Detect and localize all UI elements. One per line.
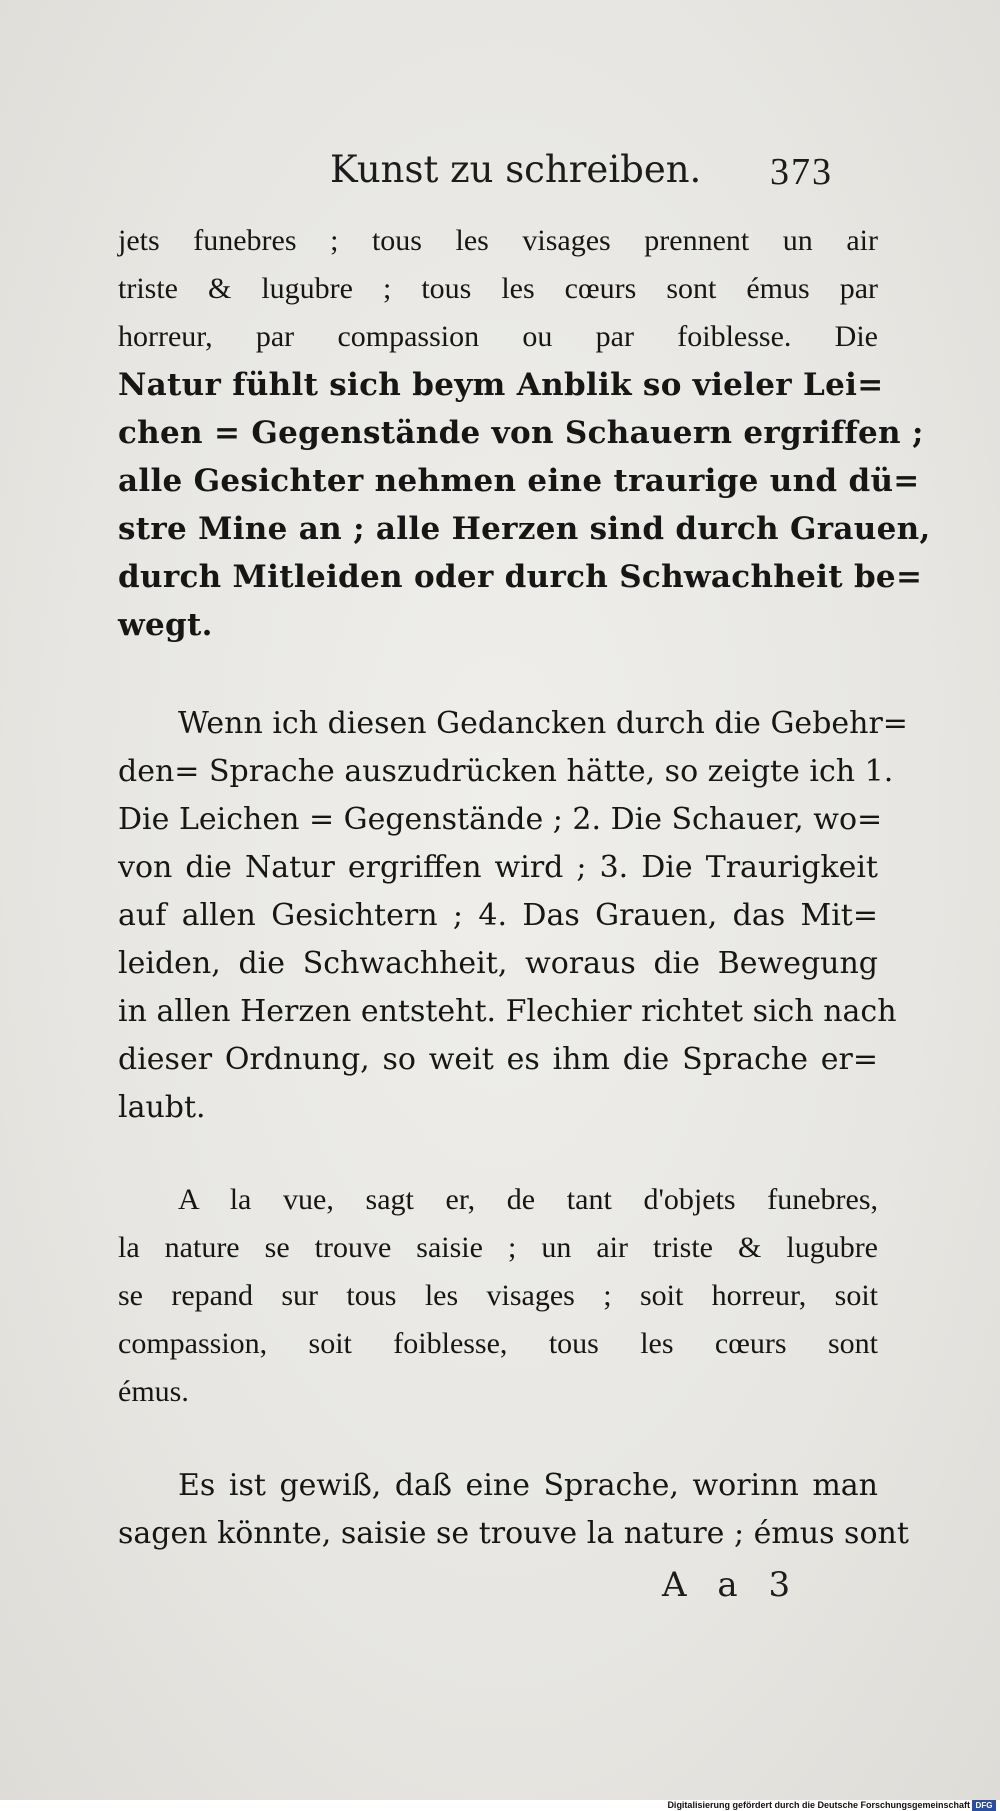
- text-line: laubt.: [118, 1090, 206, 1125]
- text-line: wegt.: [118, 607, 213, 643]
- text-line: chen = Gegenstände von Schauern ergriffen ;: [118, 415, 924, 451]
- text-line: von die Natur ergriffen wird ; 3. Die Traurigkeit: [118, 850, 878, 885]
- text-line: émus.: [118, 1375, 189, 1408]
- text-line: Es ist gewiß, daß eine Sprache, worinn man: [178, 1468, 878, 1503]
- text-line: stre Mine an ; alle Herzen sind durch Grauen,: [118, 511, 931, 547]
- dfg-logo: DFG: [972, 1800, 996, 1811]
- text-line: dieser Ordnung, so weit es ihm die Sprache er=: [118, 1042, 878, 1077]
- paragraph-4: [118, 1462, 909, 1558]
- text-line: Wenn ich diesen Gedancken durch die Gebehr=: [178, 706, 908, 741]
- text-line: den= Sprache auszudrücken hätte, so zeigte ich 1.: [118, 754, 894, 789]
- funding-credit: Digitalisierung gefördert durch die Deutsche Forschungsgemeinschaft: [667, 1800, 970, 1810]
- running-head: Kunst zu schreiben.: [330, 148, 702, 191]
- paragraph-3: [118, 1176, 878, 1416]
- text-line: se repand sur tous les visages ; soit horreur, soit: [118, 1279, 878, 1312]
- text-line: Natur fühlt sich beym Anblik so vieler Lei=: [118, 367, 884, 403]
- text-line: horreur, par compassion ou par foiblesse. Die: [118, 320, 878, 353]
- page-number: 373: [770, 151, 833, 193]
- text-line: A la vue, sagt er, de tant d'objets funebres,: [178, 1183, 878, 1216]
- paragraph-1: [118, 217, 931, 649]
- signature-mark: A a 3: [662, 1565, 801, 1605]
- text-line: compassion, soit foiblesse, tous les cœurs sont: [118, 1327, 878, 1360]
- text-line: sagen könnte, saisie se trouve la nature ; émus sont: [118, 1516, 909, 1551]
- text-line: Die Leichen = Gegenstände ; 2. Die Schauer, wo=: [118, 802, 883, 837]
- text-line: alle Gesichter nehmen eine traurige und dü=: [118, 463, 920, 499]
- text-line: leiden, die Schwachheit, woraus die Bewegung: [118, 946, 878, 981]
- text-line: jets funebres ; tous les visages prennent un air: [118, 224, 878, 257]
- text-line: auf allen Gesichtern ; 4. Das Grauen, das Mit=: [118, 898, 878, 933]
- text-line: durch Mitleiden oder durch Schwachheit be=: [118, 559, 923, 595]
- text-line: triste & lugubre ; tous les cœurs sont émus par: [118, 272, 878, 305]
- text-line: in allen Herzen entsteht. Flechier richtet sich nach: [118, 994, 897, 1029]
- digitization-footer: [0, 1800, 1000, 1811]
- paragraph-2: [118, 700, 908, 1132]
- text-line: la nature se trouve saisie ; un air triste & lugubre: [118, 1231, 878, 1264]
